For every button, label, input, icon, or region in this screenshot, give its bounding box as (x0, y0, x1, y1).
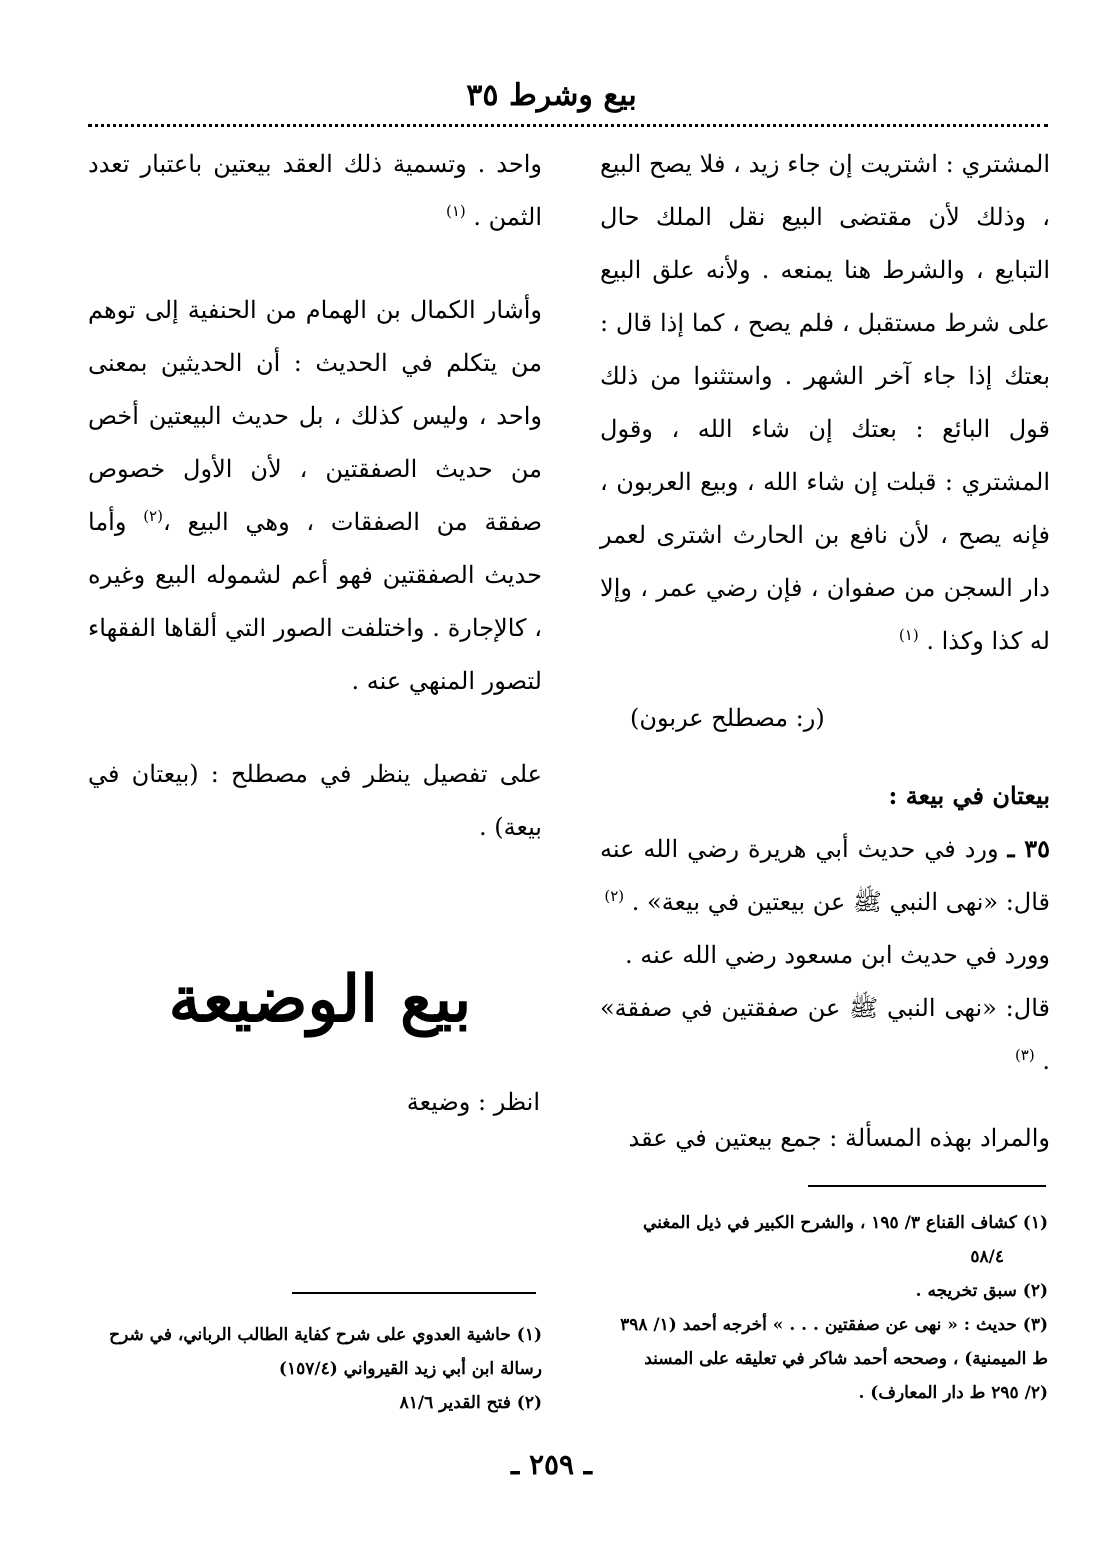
footnote-line: (٢/ ٢٩٥ ط دار المعارف) . (858, 1383, 1048, 1403)
paragraph (600, 982, 1050, 1088)
paragraph-text: ورد في حديث أبي هريرة رضي الله عنه قال: «نهى النبي ﷺ عن بيعتين في بيعة» . (600, 835, 1050, 916)
footnote-rule (808, 1185, 1046, 1187)
footnote-line: (١) كشاف القناع ٣/ ١٩٥ ، والشرح الكبير في ذيل المغني (643, 1213, 1048, 1233)
spacer (88, 244, 542, 284)
footnote-line: ٥٨/٤ (970, 1247, 1004, 1267)
see-also-reference: انظر : وضيعة (406, 1088, 540, 1116)
footnote-ref: (١) (445, 202, 466, 220)
footnote-line: (٢) فتح القدير ٨١/٦ (399, 1393, 542, 1413)
spacer (600, 1088, 1050, 1112)
footnote-ref: (٢) (143, 507, 163, 525)
paragraph (600, 822, 1050, 929)
paragraph-text: المشتري : اشتريت إن جاء زيد ، فلا يصح البيع ، وذلك لأن مقتضى البيع نقل الملك حال التبايع ، والشرط هنا يمنعه . ولأنه علق البيع على شرط مستقبل ، فلم يصح ، كما إذا قال : بعتك إذا جاء آخر الشهر . واستثنوا من ذلك قول البائع : بعتك إن شاء الله ، وقول المشتري : قبلت إن شاء الله ، وبيع العربون ، فإنه يصح ، لأن نافع بن الحارث اشترى لعمر دار السجن من صفوان ، فإن رضي عمر ، وإلا له كذا وكذا . (600, 150, 1050, 655)
footnote-line: (١) حاشية العدوي على شرح كفاية الطالب الرباني، في شرح (109, 1325, 542, 1345)
left-column (88, 138, 542, 854)
footnote-line: (٣) حديث : « نهى عن صفقتين . . . » أخرجه أحمد (١/ ٣٩٨ (620, 1315, 1048, 1335)
paragraph-text: وأشار الكمال بن الهمام من الحنفية إلى توهم من يتكلم في الحديث : أن الحديثين بمعنى واحد ، وليس كذلك ، بل حديث البيعتين أخص من حديث الصفقتين ، لأن الأول خصوص صفقة من الصفقات ، وهي البيع ، (88, 296, 542, 536)
paragraph: على تفصيل ينظر في مصطلح : (بيعتان في بيعة) . (88, 760, 542, 841)
footnote-line: (٢) سبق تخريجه . (915, 1281, 1048, 1301)
paragraph-text: وأما حديث الصفقتين فهو أعم لشموله البيع وغيره ، كالإجارة . واختلفت الصور التي ألقاها الفقهاء لتصور المنهي عنه . (88, 508, 542, 695)
footnote-rule (292, 1292, 536, 1294)
right-column (600, 138, 1050, 1165)
section-heading: بيعتان في بيعة : (888, 781, 1050, 810)
footnote-ref: (٣) (1014, 1046, 1035, 1064)
paragraph (600, 138, 1050, 668)
paragraph (88, 138, 542, 244)
spacer (88, 708, 542, 748)
paragraph: والمراد بهذه المسألة : جمع بيعتين في عقد (628, 1124, 1050, 1152)
section-number: ٣٥ ـ (1007, 834, 1050, 863)
paragraph-text: قال: «نهى النبي ﷺ عن صفقتين في صفقة» . (600, 994, 1050, 1075)
paragraph (88, 284, 542, 708)
paragraph-text: واحد . وتسمية ذلك العقد بيعتين باعتبار تعدد الثمن . (88, 150, 542, 231)
footnotes-left (80, 1318, 542, 1420)
running-head: بيع وشرط ٣٥ (466, 78, 637, 113)
page-number: ـ ٢٥٩ ـ (510, 1448, 593, 1481)
spacer (600, 668, 1050, 692)
footnote-line: ط الميمنية) ، وصححه أحمد شاكر في تعليقه على المسند (644, 1349, 1048, 1369)
footnote-ref: (١) (898, 626, 919, 644)
header-dotted-rule (88, 124, 1048, 127)
cross-reference: (ر: مصطلح عربون) (630, 704, 825, 732)
footnotes-right (596, 1206, 1048, 1410)
footnote-line: رسالة ابن أبي زيد القيرواني (١٥٧/٤) (278, 1359, 542, 1379)
spacer (600, 745, 1050, 769)
paragraph: وورد في حديث ابن مسعود رضي الله عنه . (624, 941, 1050, 969)
footnote-ref: (٢) (604, 887, 625, 905)
entry-title: بيع الوضيعة (168, 962, 472, 1037)
